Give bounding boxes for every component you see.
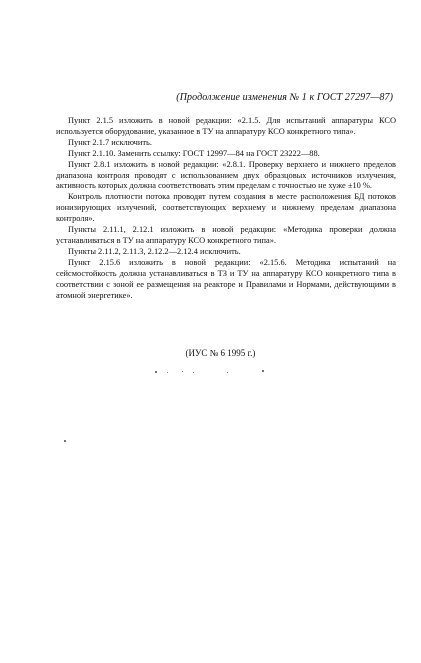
paragraph-2-11-2: Пункты 2.11.2, 2.11.3, 2.12.2—2.12.4 исключить. — [68, 246, 241, 256]
amendment-body — [56, 116, 396, 301]
scan-speck — [155, 371, 157, 373]
paragraph-flux-density: Контроль плотности потока проводят путем создания в месте расположения БД потоков ионизирующих излучений, соответствующих верхнему и нижнему пределам диапазона контроля». — [56, 192, 396, 224]
paragraph-2-11-1: Пункты 2.11.1, 2.12.1 изложить в новой редакции: «Методика проверки должна устанавливаться в ТУ на аппаратуру КСО конкретного типа». — [56, 225, 396, 245]
paragraph-2-15-6: Пункт 2.15.6 изложить в новой редакции: «2.15.6. Методика испытаний на сейсмостойкость должна устанавливаться в ТЗ и ТУ на аппаратуру КСО конкретного типа в соответствии с зоной ее размещения на реакторе и Правилами и Нормами, действующими в атомной энергетике». — [56, 257, 396, 300]
ius-reference: (ИУС № 6 1995 г.) — [185, 348, 256, 358]
paragraph-2-1-10: Пункт 2.1.10. Заменить ссылку: ГОСТ 12997—84 на ГОСТ 23222—88. — [68, 148, 320, 158]
scan-speck — [182, 371, 183, 372]
scan-speck — [227, 372, 228, 373]
paragraph-2-1-5: Пункт 2.1.5 изложить в новой редакции: «2.1.5. Для испытаний аппаратуры КСО используется оборудование, указанное в ТУ на аппаратуру КСО конкретного типа». — [56, 116, 396, 136]
continuation-header: (Продолжение изменения № 1 к ГОСТ 27297—87) — [176, 92, 393, 103]
paragraph-2-8-1: Пункт 2.8.1 изложить в новой редакции: «2.8.1. Проверку верхнего и нижнего пределов диапазона контроля проводят с использованием двух образцовых источников излучения, активность которых должна соответствовать этим пределам с точностью не хуже ±10 %. — [56, 159, 396, 191]
scan-speck — [193, 372, 194, 373]
scan-speck — [262, 370, 264, 372]
paragraph-2-1-7: Пункт 2.1.7 исключить. — [68, 137, 152, 147]
scan-speck — [167, 372, 168, 373]
scan-speck — [64, 440, 66, 442]
